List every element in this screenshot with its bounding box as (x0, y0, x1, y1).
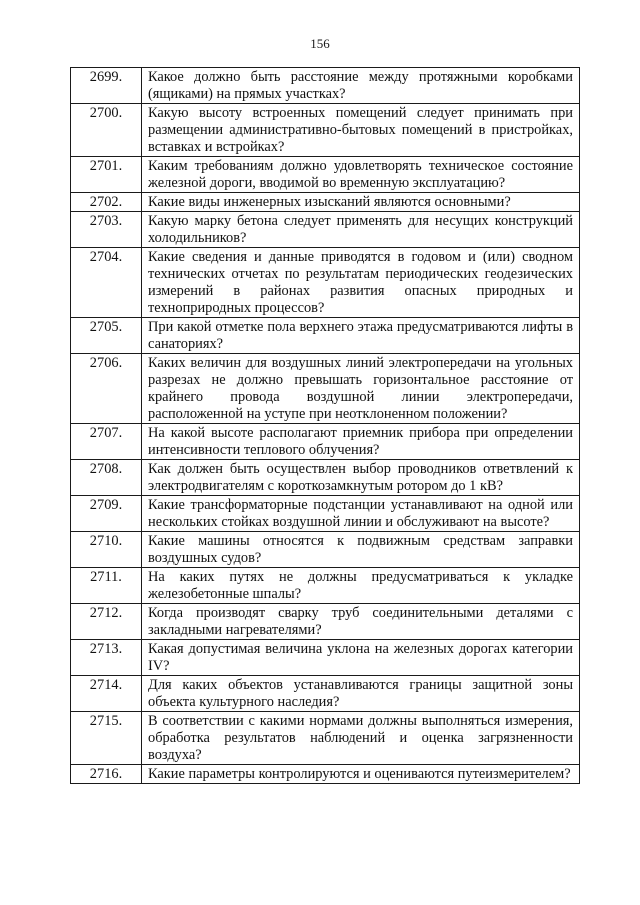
table-row (71, 157, 580, 193)
question-number: 2702. (71, 193, 142, 212)
question-number: 2704. (71, 248, 142, 318)
question-number: 2713. (71, 640, 142, 676)
question-text: Для каких объектов устанавливаются границы защитной зоны объекта культурного наследия? (142, 676, 580, 712)
table-row (71, 248, 580, 318)
table-row (71, 318, 580, 354)
table-row (71, 604, 580, 640)
table-row (71, 354, 580, 424)
table-row (71, 568, 580, 604)
question-number: 2708. (71, 460, 142, 496)
question-text: Какие трансформаторные подстанции устанавливают на одной или нескольких стойках воздушной линии и обслуживают на высоте? (142, 496, 580, 532)
question-text: В соответствии с какими нормами должны выполняться измерения, обработка результатов наблюдений и оценка загрязненности воздуха? (142, 712, 580, 765)
question-number: 2716. (71, 765, 142, 784)
question-text: Какую марку бетона следует применять для несущих конструкций холодильников? (142, 212, 580, 248)
question-text: Какие машины относятся к подвижным средствам заправки воздушных судов? (142, 532, 580, 568)
question-number: 2701. (71, 157, 142, 193)
question-number: 2703. (71, 212, 142, 248)
question-text: Какую высоту встроенных помещений следует принимать при размещении административно-бытовых помещений в пристройках, вставках и встройках? (142, 104, 580, 157)
questions-table (70, 67, 580, 784)
table-row (71, 212, 580, 248)
table-row (71, 460, 580, 496)
question-number: 2714. (71, 676, 142, 712)
question-number: 2707. (71, 424, 142, 460)
question-text: При какой отметке пола верхнего этажа предусматриваются лифты в санаториях? (142, 318, 580, 354)
question-text: Каких величин для воздушных линий электропередачи на угольных разрезах не должно превышать горизонтальное расстояние от крайнего провода воздушной линии электропередачи, расположенной на уступе при неотклоненном положении? (142, 354, 580, 424)
question-text: Как должен быть осуществлен выбор проводников ответвлений к электродвигателям с короткозамкнутым ротором до 1 кВ? (142, 460, 580, 496)
question-text: Какие параметры контролируются и оцениваются путеизмерителем? (142, 765, 580, 784)
question-text: На каких путях не должны предусматриваться к укладке железобетонные шпалы? (142, 568, 580, 604)
table-row (71, 104, 580, 157)
question-number: 2709. (71, 496, 142, 532)
question-text: Когда производят сварку труб соединительными деталями с закладными нагревателями? (142, 604, 580, 640)
question-number: 2700. (71, 104, 142, 157)
question-text: Какие сведения и данные приводятся в годовом и (или) сводном технических отчетах по результатам периодических геодезических измерений в районах развития опасных природных и техноприродных процессов? (142, 248, 580, 318)
question-number: 2705. (71, 318, 142, 354)
question-text: Какие виды инженерных изысканий являются основными? (142, 193, 580, 212)
table-row (71, 765, 580, 784)
table-row (71, 712, 580, 765)
question-text: Какое должно быть расстояние между протяжными коробками (ящиками) на прямых участках? (142, 68, 580, 104)
table-row (71, 640, 580, 676)
page-number: 156 (310, 36, 330, 51)
table-row (71, 193, 580, 212)
table-row (71, 532, 580, 568)
question-number: 2712. (71, 604, 142, 640)
table-row (71, 676, 580, 712)
table-row (71, 424, 580, 460)
question-number: 2706. (71, 354, 142, 424)
table-row (71, 68, 580, 104)
table-row (71, 496, 580, 532)
question-text: На какой высоте располагают приемник прибора при определении интенсивности теплового облучения? (142, 424, 580, 460)
question-number: 2711. (71, 568, 142, 604)
question-number: 2715. (71, 712, 142, 765)
question-text: Каким требованиям должно удовлетворять техническое состояние железной дороги, вводимой во временную эксплуатацию? (142, 157, 580, 193)
question-number: 2699. (71, 68, 142, 104)
question-text: Какая допустимая величина уклона на железных дорогах категории IV? (142, 640, 580, 676)
question-number: 2710. (71, 532, 142, 568)
